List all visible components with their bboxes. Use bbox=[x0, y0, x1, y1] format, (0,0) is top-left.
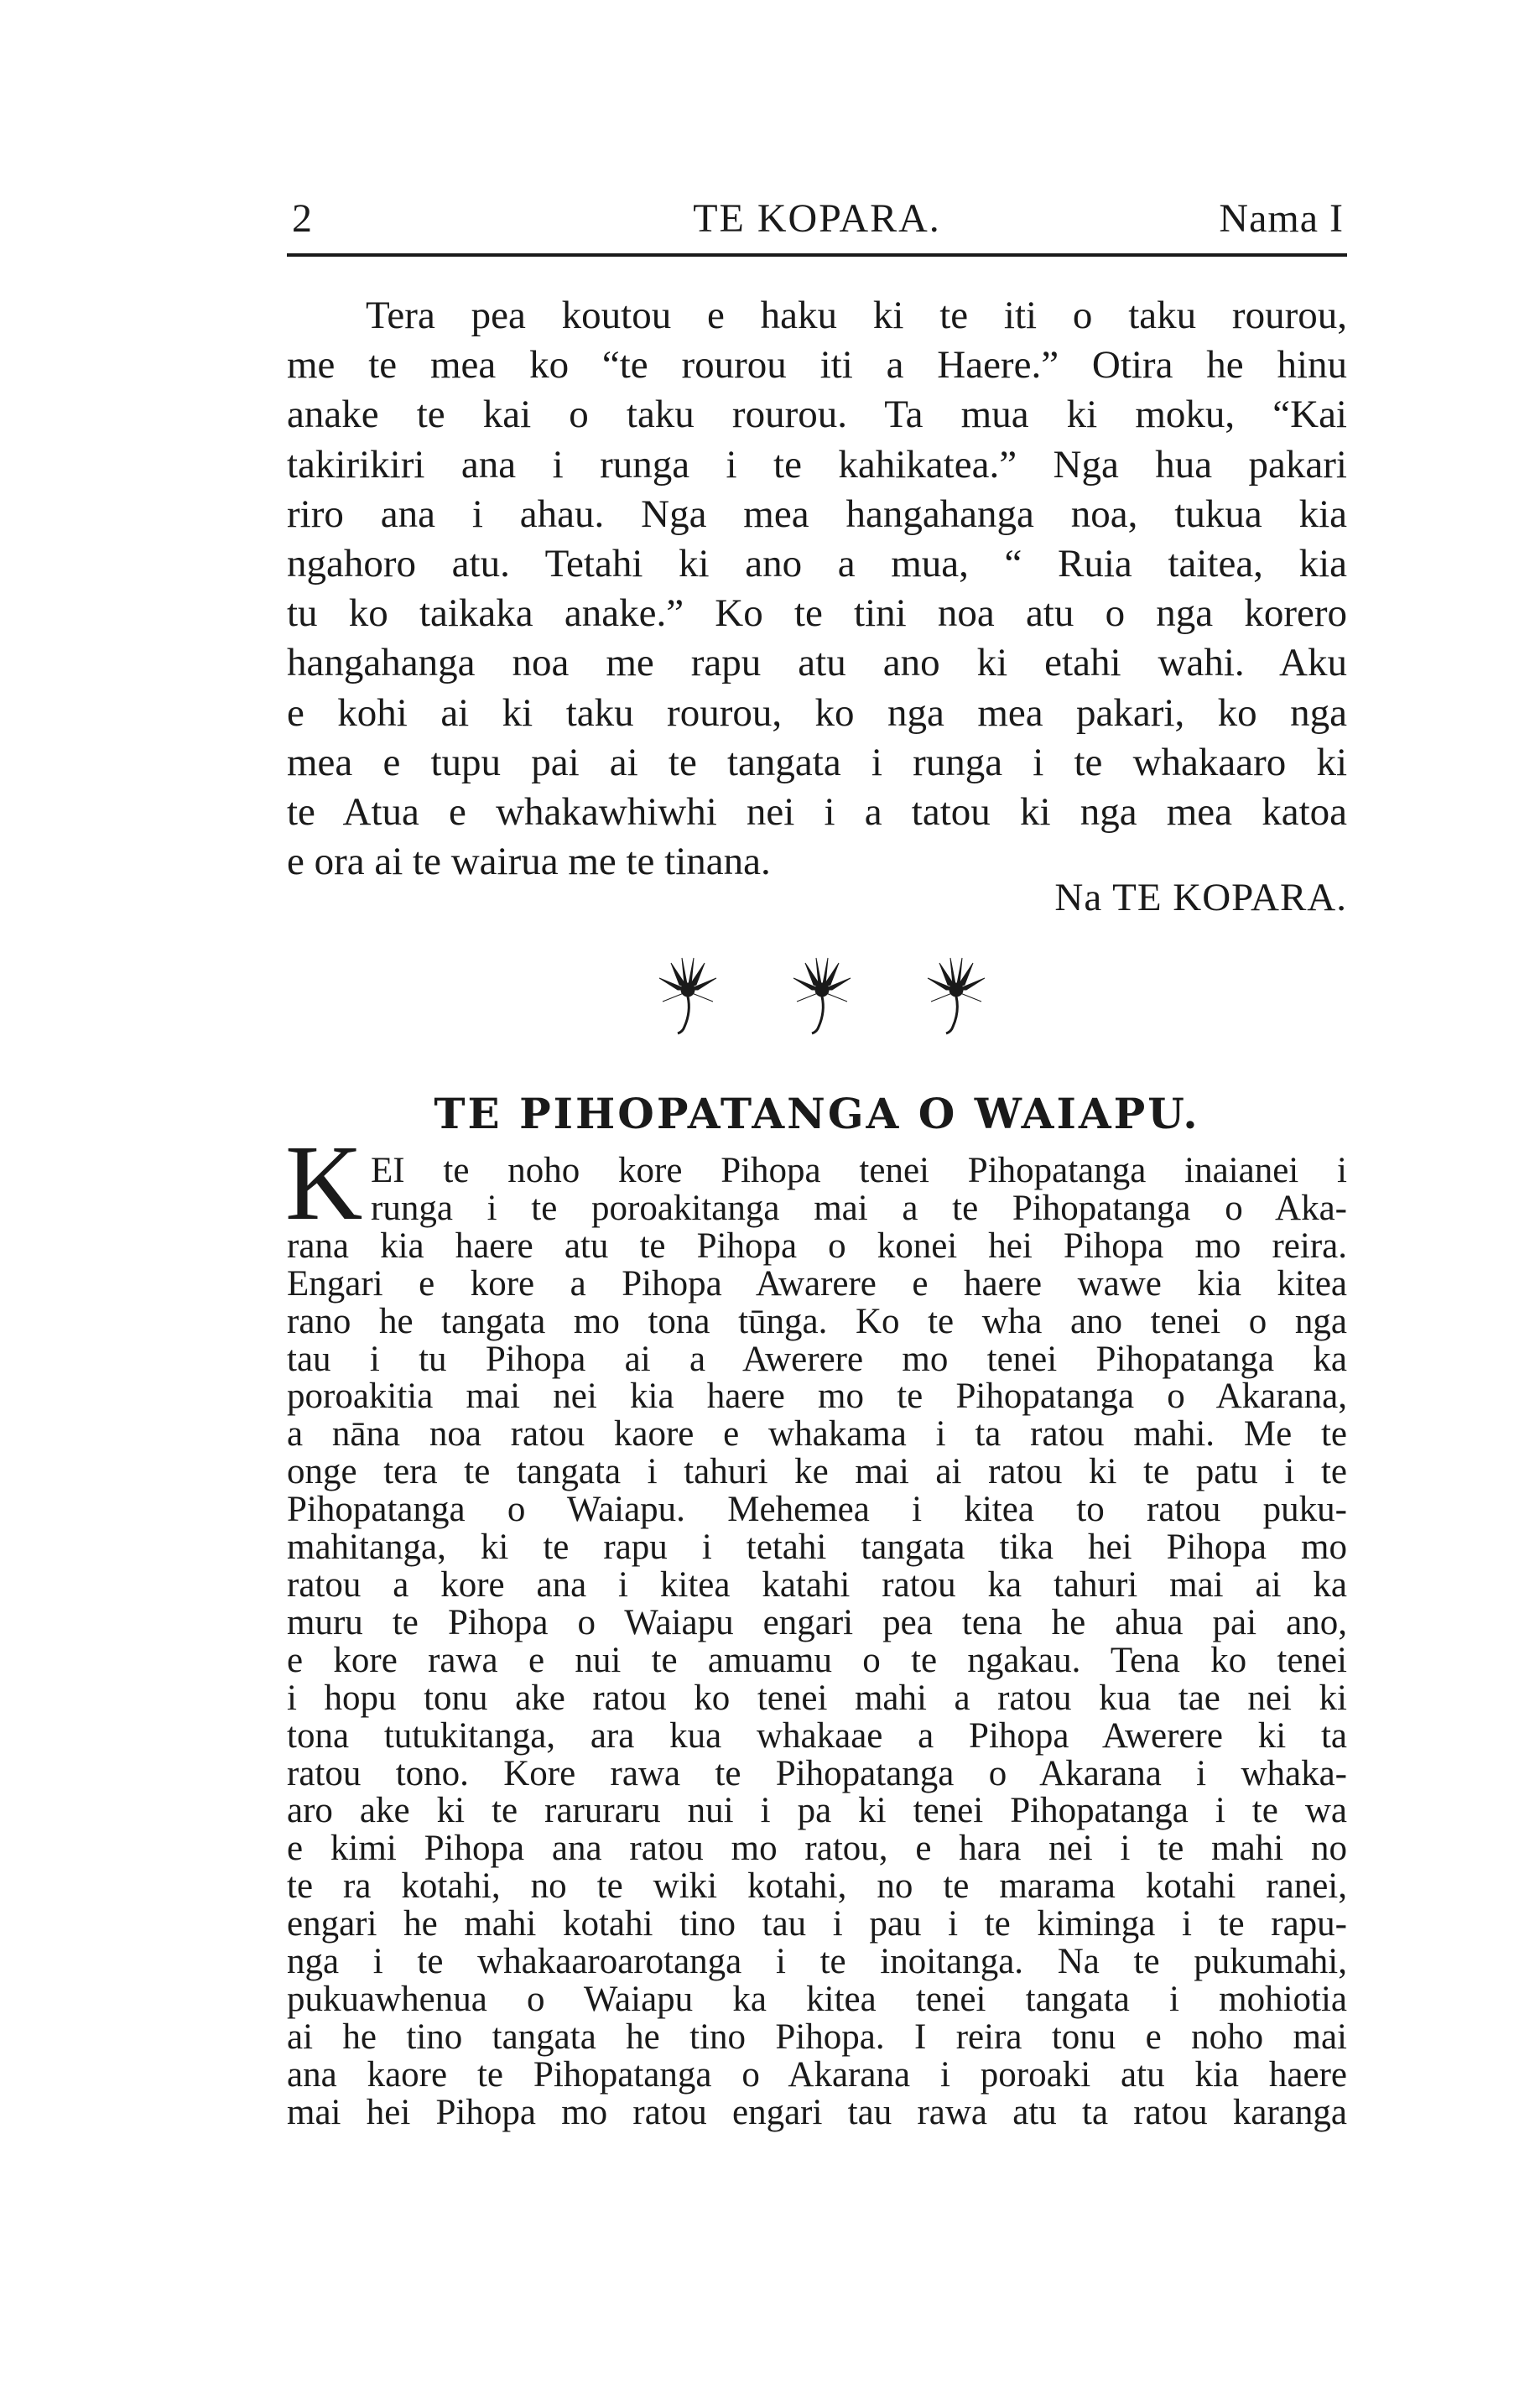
text-line: ratou tono. Kore rawa te Pihopatanga o Akarana i whaka- bbox=[287, 1753, 1347, 1793]
text-line: Pihopatanga o Waiapu. Mehemea i kitea to ratou puku- bbox=[287, 1490, 1347, 1530]
text-line: i hopu tonu ake ratou ko tenei mahi a ratou kua tae nei ki bbox=[287, 1678, 1347, 1718]
page-title: TE KOPARA. bbox=[693, 196, 941, 241]
text-line: ratou a kore ana i kitea katahi ratou ka tahuri mai ai ka bbox=[287, 1564, 1347, 1605]
section-label: Nama I bbox=[1219, 196, 1344, 241]
text-line: mai hei Pihopa mo ratou engari tau rawa atu ta ratou karanga bbox=[287, 2092, 1347, 2132]
text-line: takirikiri ana i runga i te kahikatea.” Nga hua pakari bbox=[287, 442, 1347, 487]
text-line: anake te kai o taku rourou. Ta mua ki moku, “Kai bbox=[287, 393, 1347, 437]
running-header bbox=[287, 195, 1347, 257]
text-line: a nāna noa ratou kaore e whakama i ta ratou mahi. Me te bbox=[287, 1414, 1347, 1455]
text-line: onge tera te tangata i tahuri ke mai ai ratou ki te patu i te bbox=[287, 1452, 1347, 1492]
text-line: tau i tu Pihopa ai a Awerere mo tenei Pihopatanga ka bbox=[287, 1339, 1347, 1379]
text-line: e ora ai te wairua me te tinana. bbox=[287, 840, 771, 884]
text-line: aro ake ki te raruraru nui i pa ki tenei Pihopatanga i te wa bbox=[287, 1791, 1347, 1831]
drop-cap: K bbox=[285, 1123, 363, 1242]
text-line: ngahoro atu. Tetahi ki ano a mua, “ Ruia taitea, kia bbox=[287, 542, 1347, 586]
text-line: hangahanga noa me rapu atu ano ki etahi wahi. Aku bbox=[287, 641, 1347, 685]
text-line: riro ana i ahau. Nga mea hangahanga noa, tukua kia bbox=[287, 492, 1347, 536]
text-line: te ra kotahi, no te wiki kotahi, no te marama kotahi ranei, bbox=[287, 1866, 1347, 1907]
text-line: poroakitia mai nei kia haere mo te Pihopatanga o Akarana, bbox=[287, 1377, 1347, 1417]
text-line: e kohi ai ki taku rourou, ko nga mea pakari, ko nga bbox=[287, 690, 1347, 735]
text-line: rana kia haere atu te Pihopa o konei hei Pihopa mo reira. bbox=[287, 1226, 1347, 1266]
text-line: rano he tangata mo tona tūnga. Ko te wha ano tenei o nga bbox=[287, 1301, 1347, 1341]
page-number: 2 bbox=[292, 196, 312, 241]
text-line: muru te Pihopa o Waiapu engari pea tena he ahua pai ano, bbox=[287, 1602, 1347, 1642]
flower-ornament-icon bbox=[654, 956, 721, 1040]
flower-ornament-icon bbox=[923, 956, 990, 1040]
text-line: e kimi Pihopa ana ratou mo ratou, e hara nei i te mahi no bbox=[287, 1829, 1347, 1869]
signature: Na TE KOPARA. bbox=[1054, 876, 1347, 919]
intro-paragraph bbox=[287, 291, 1347, 887]
text-line: EI te noho kore Pihopa tenei Pihopatanga inaianei i bbox=[371, 1151, 1347, 1190]
text-line: tona tutukitanga, ara kua whakaae a Pihopa Awerere ki ta bbox=[287, 1715, 1347, 1756]
text-line: ai he tino tangata he tino Pihopa. I reira tonu e noho mai bbox=[287, 2017, 1347, 2057]
text-line: engari he mahi kotahi tino tau i pau i te kiminga i te rapu- bbox=[287, 1904, 1347, 1944]
text-line: mahitanga, ki te rapu i tetahi tangata tika hei Pihopa mo bbox=[287, 1527, 1347, 1568]
ornament-divider bbox=[654, 956, 1007, 1049]
text-line: Engari e kore a Pihopa Awarere e haere wawe kia kitea bbox=[287, 1263, 1347, 1304]
text-line: runga i te poroakitanga mai a te Pihopatanga o Aka- bbox=[371, 1188, 1347, 1228]
section-heading: TE PIHOPATANGA O WAIAPU. bbox=[434, 1089, 1200, 1138]
text-line: te Atua e whakawhiwhi nei i a tatou ki nga mea katoa bbox=[287, 790, 1347, 835]
text-line: e kore rawa e nui te amuamu o te ngakau. Tena ko tenei bbox=[287, 1640, 1347, 1680]
text-line: mea e tupu pai ai te tangata i runga i te whakaaro ki bbox=[287, 740, 1347, 784]
text-line: pukuawhenua o Waiapu ka kitea tenei tangata i mohiotia bbox=[287, 1979, 1347, 2019]
text-line: ana kaore te Pihopatanga o Akarana i poroaki atu kia haere bbox=[287, 2054, 1347, 2095]
flower-ornament-icon bbox=[788, 956, 856, 1040]
text-line: Tera pea koutou e haku ki te iti o taku rourou, bbox=[366, 294, 1347, 337]
text-line: me te mea ko “te rourou iti a Haere.” Otira he hinu bbox=[287, 343, 1347, 388]
text-line: nga i te whakaaroarotanga i te inoitanga. Na te pukumahi, bbox=[287, 1942, 1347, 1982]
text-line: tu ko taikaka anake.” Ko te tini noa atu o nga korero bbox=[287, 591, 1347, 636]
article-body bbox=[287, 1153, 1347, 2132]
